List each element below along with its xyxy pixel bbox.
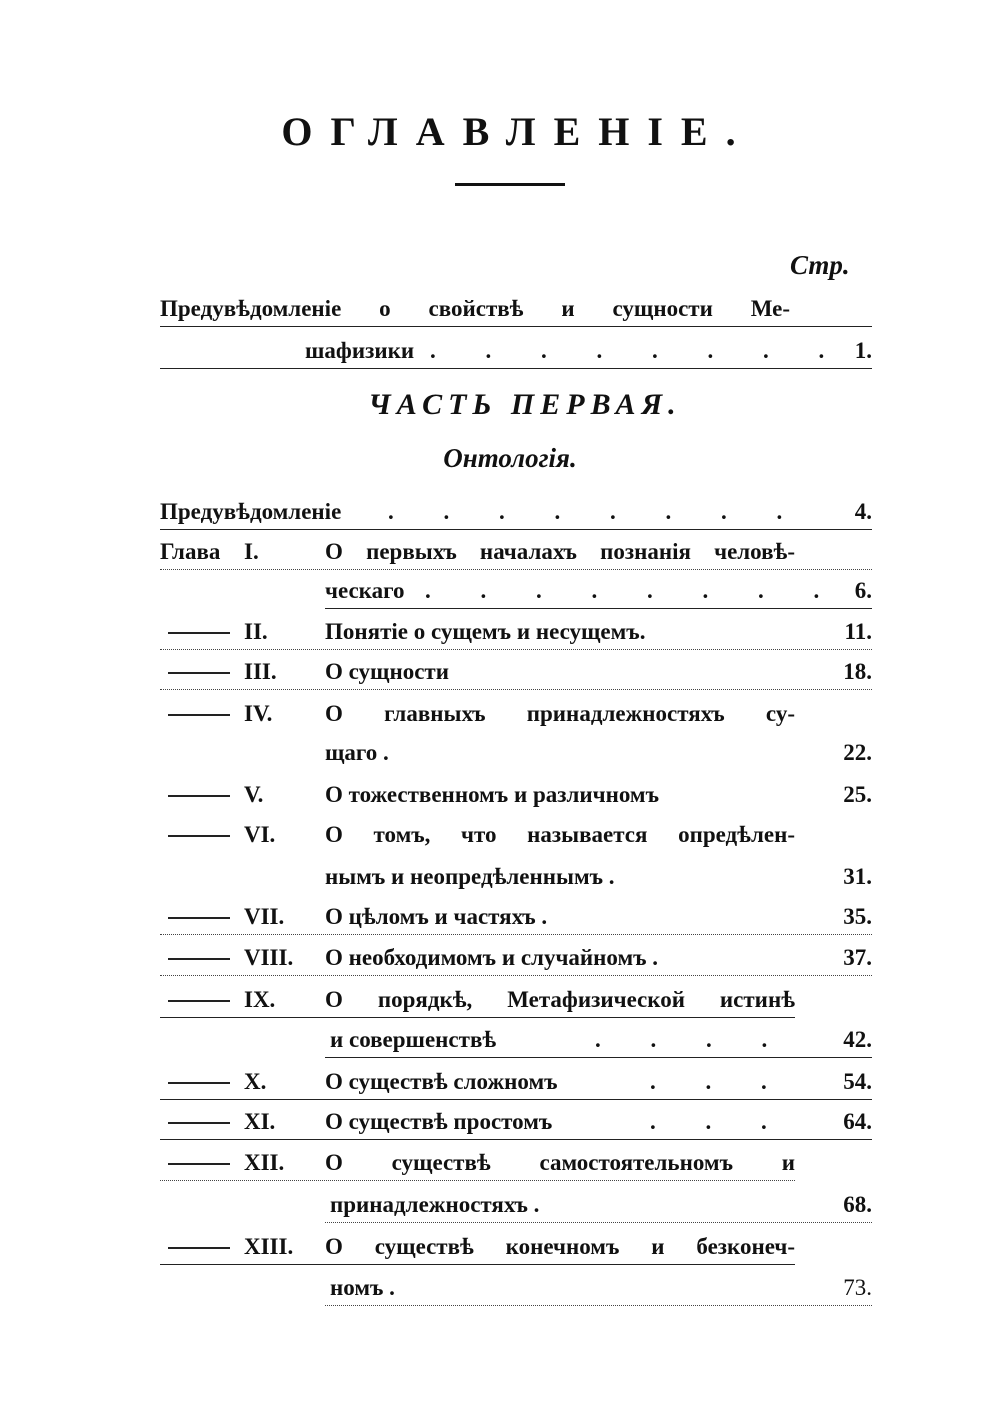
toc-entry (160, 1105, 872, 1140)
entry-text: О существѣ конечномъ и безконеч- (325, 1234, 795, 1259)
ditto-dash (168, 1163, 230, 1165)
title-rule (455, 183, 565, 186)
toc-entry-cont (160, 860, 872, 894)
page-number: 25. (843, 782, 872, 807)
toc-entry-cont (325, 1271, 872, 1306)
leader-dots (430, 334, 830, 368)
page-number: 4. (854, 499, 872, 524)
page-number: 64. (843, 1109, 872, 1134)
toc-entry-cont (325, 1188, 872, 1223)
page-number: 22. (843, 740, 872, 765)
chapter-numeral: XII. (244, 1150, 285, 1175)
toc-entry-preface (160, 495, 872, 530)
toc-entry (160, 941, 872, 976)
chapter-numeral: XI. (244, 1109, 276, 1134)
entry-text: Предувѣдомленіе о свойствѣ и сущности Ме- (160, 296, 790, 321)
entry-text: принадлежностяхъ . (330, 1192, 540, 1217)
chapter-numeral: VII. (244, 904, 285, 929)
entry-text: О главныхъ принадлежностяхъ су- (325, 701, 795, 726)
chapter-word: Глава (160, 539, 221, 564)
page-number: 54. (843, 1069, 872, 1094)
toc-entry-intro (160, 292, 872, 327)
entry-text: О томъ, что называется опредѣлен- (325, 822, 795, 847)
entry-text: Понятіе о сущемъ и несущемъ. (325, 619, 646, 644)
entry-text: щаго . (325, 740, 389, 765)
chapter-numeral: IX. (244, 987, 276, 1012)
chapter-numeral: I. (244, 539, 259, 564)
toc-entry (160, 535, 872, 570)
entry-text: О порядкѣ, Метафизической истинѣ (325, 987, 795, 1012)
toc-entry (160, 983, 795, 1018)
toc-entry (160, 615, 872, 650)
entry-text: О необходимомъ и случайномъ . (325, 945, 659, 970)
toc-entry (160, 1230, 795, 1265)
leader-dots (595, 1023, 805, 1057)
page-number: 6. (854, 578, 872, 603)
chapter-numeral: X. (244, 1069, 267, 1094)
toc-entry (160, 1146, 795, 1181)
part-title: ЧАСТЬ ПЕРВАЯ. (368, 388, 682, 421)
entry-text: шафизики (305, 338, 415, 363)
ditto-dash (168, 917, 230, 919)
leader-dots (425, 574, 825, 608)
toc-entry (160, 655, 872, 690)
page-number: 42. (843, 1027, 872, 1052)
chapter-numeral: VIII. (244, 945, 294, 970)
chapter-numeral: XIII. (244, 1234, 294, 1259)
page-number: 35. (843, 904, 872, 929)
ditto-dash (168, 714, 230, 716)
part-subtitle: Онтологія. (443, 443, 577, 473)
entry-text: О существѣ самостоятельномъ и (325, 1150, 795, 1175)
chapter-numeral: V. (244, 782, 264, 807)
entry-text: и совершенствѣ (330, 1027, 497, 1052)
leader-dots (650, 1065, 800, 1099)
toc-entry (160, 900, 872, 935)
leader-dots (388, 495, 818, 529)
leader-dots (650, 1105, 800, 1139)
ditto-dash (168, 958, 230, 960)
page-column-label: Стр. (790, 250, 850, 280)
page-number: 11. (844, 619, 872, 644)
entry-text: нымъ и неопредѣленнымъ . (325, 864, 615, 889)
entry-text: О существѣ сложномъ (325, 1069, 558, 1094)
page-number: 31. (843, 864, 872, 889)
entry-text: О тожественномъ и различномъ (325, 782, 660, 807)
toc-entry-intro-cont (160, 334, 872, 369)
toc-entry (160, 778, 872, 812)
toc-entry-cont (160, 736, 872, 770)
chapter-numeral: II. (244, 619, 268, 644)
ditto-dash (168, 1122, 230, 1124)
ditto-dash (168, 1082, 230, 1084)
ditto-dash (168, 1000, 230, 1002)
entry-text: О сущности (325, 659, 449, 684)
ditto-dash (168, 672, 230, 674)
page-number: 37. (843, 945, 872, 970)
entry-text: номъ . (330, 1275, 395, 1300)
entry-text: О первыхъ началахъ познанія человѣ- (325, 539, 795, 564)
ditto-dash (168, 1247, 230, 1249)
page-title: ОГЛАВЛЕНІЕ. (281, 109, 754, 154)
toc-entry-cont (325, 1023, 872, 1058)
chapter-numeral: IV. (244, 701, 273, 726)
entry-text: О цѣломъ и частяхъ . (325, 904, 548, 929)
ditto-dash (168, 795, 230, 797)
page-number: 68. (843, 1192, 872, 1217)
ditto-dash (168, 835, 230, 837)
toc-entry (160, 1065, 872, 1100)
chapter-numeral: III. (244, 659, 277, 684)
page-number: 1. (854, 338, 872, 363)
ditto-dash (168, 632, 230, 634)
page-number: 73. (843, 1275, 872, 1300)
toc-entry (160, 697, 872, 731)
entry-text: О существѣ простомъ (325, 1109, 553, 1134)
toc-entry (160, 818, 872, 852)
page-number: 18. (843, 659, 872, 684)
toc-entry-cont (325, 574, 872, 609)
chapter-numeral: VI. (244, 822, 276, 847)
entry-text: ческаго (325, 578, 405, 603)
entry-text: Предувѣдомленіе (160, 499, 342, 524)
